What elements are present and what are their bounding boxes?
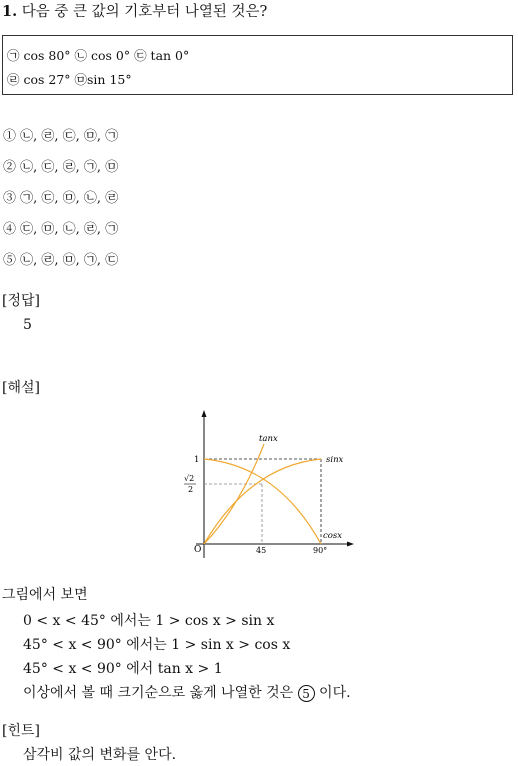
y-axis-arrow	[202, 410, 207, 417]
hint-text: 삼각비 값의 변화를 안다.	[23, 747, 177, 763]
items-line-2: ㉣ cos 27° ㉤sin 15°	[7, 72, 132, 87]
solution-line-1: 0 < x < 45° 에서는 1 > cos x > sin x	[23, 613, 275, 629]
answer-value: 5	[23, 317, 32, 333]
conclusion-end: 이다.	[319, 685, 351, 701]
origin-label: O	[194, 545, 202, 555]
answer-label: [정답]	[2, 293, 40, 309]
solution-intro: 그림에서 보면	[2, 587, 88, 603]
question-title	[2, 0, 267, 21]
choice-3: ③ ㉠, ㉢, ㉤, ㉡, ㉣	[3, 191, 119, 206]
items-line-1: ㉠ cos 80° ㉡ cos 0° ㉢ tan 0°	[7, 48, 190, 63]
cos-label: cosx	[323, 531, 343, 541]
y-one-label: 1	[194, 455, 200, 465]
solution-label: [해설]	[2, 380, 40, 396]
choice-1: ① ㉡, ㉣, ㉢, ㉤, ㉠	[3, 129, 119, 144]
tan-label: tanx	[259, 434, 278, 444]
sin-curve	[204, 459, 321, 544]
sqrt2-numerator: √2	[184, 474, 195, 483]
solution-conclusion	[23, 682, 351, 702]
x90-label: 90°	[313, 546, 328, 555]
choice-2: ② ㉡, ㉢, ㉣, ㉠, ㉤	[3, 160, 119, 175]
sin-label: sinx	[326, 455, 344, 465]
solution-line-2: 45° < x < 90° 에서는 1 > sin x > cos x	[23, 637, 291, 653]
cos-curve	[204, 459, 321, 544]
trig-graph	[180, 408, 355, 558]
x-axis-arrow	[347, 542, 354, 547]
x45-label: 45	[256, 546, 267, 555]
items-box	[2, 35, 513, 95]
hint-label: [힌트]	[2, 723, 40, 739]
choice-4: ④ ㉢, ㉤, ㉡, ㉣, ㉠	[3, 222, 119, 237]
question-number: 1.	[2, 3, 18, 20]
sqrt2-denominator: 2	[188, 485, 194, 494]
choice-5: ⑤ ㉡, ㉣, ㉤, ㉠, ㉢	[3, 253, 119, 268]
circled-answer: 5	[298, 685, 315, 702]
question-text: 다음 중 큰 값의 기호부터 나열된 것은?	[21, 4, 268, 20]
conclusion-text: 이상에서 볼 때 크기순으로 옳게 나열한 것은	[23, 685, 294, 701]
solution-line-3: 45° < x < 90° 에서 tan x > 1	[23, 661, 223, 677]
